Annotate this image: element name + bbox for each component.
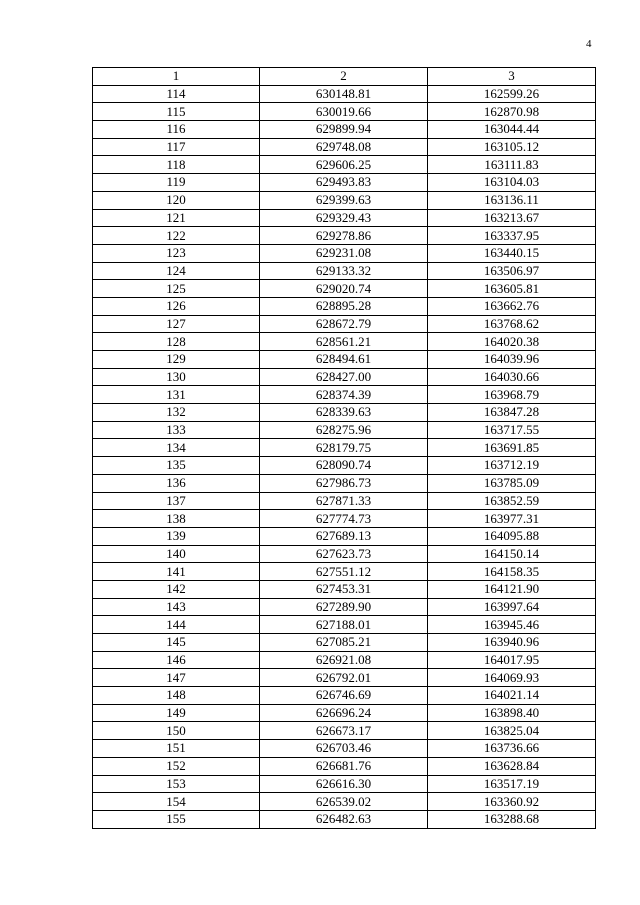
page-number: 4 — [586, 38, 592, 50]
x-coordinate-cell: 628090.74 — [260, 457, 428, 475]
coordinates-table — [92, 67, 596, 829]
point-number-cell: 138 — [93, 510, 260, 528]
point-number-cell: 139 — [93, 527, 260, 545]
table-row — [93, 103, 596, 121]
point-number-cell: 120 — [93, 191, 260, 209]
point-number-cell: 123 — [93, 244, 260, 262]
point-number-cell: 129 — [93, 351, 260, 369]
table-row — [93, 704, 596, 722]
y-coordinate-cell: 163662.76 — [428, 297, 596, 315]
x-coordinate-cell: 628561.21 — [260, 333, 428, 351]
x-coordinate-cell: 627871.33 — [260, 492, 428, 510]
x-coordinate-cell: 628275.96 — [260, 421, 428, 439]
y-coordinate-cell: 163136.11 — [428, 191, 596, 209]
table-row — [93, 722, 596, 740]
x-coordinate-cell: 629133.32 — [260, 262, 428, 280]
y-coordinate-cell: 164069.93 — [428, 669, 596, 687]
x-coordinate-cell: 628339.63 — [260, 404, 428, 422]
point-number-cell: 122 — [93, 227, 260, 245]
table-row — [93, 368, 596, 386]
y-coordinate-cell: 163997.64 — [428, 598, 596, 616]
table-row — [93, 439, 596, 457]
table-row — [93, 563, 596, 581]
y-coordinate-cell: 163712.19 — [428, 457, 596, 475]
point-number-cell: 124 — [93, 262, 260, 280]
y-coordinate-cell: 164021.14 — [428, 687, 596, 705]
table-row — [93, 280, 596, 298]
x-coordinate-cell: 627986.73 — [260, 474, 428, 492]
table-row — [93, 156, 596, 174]
point-number-cell: 131 — [93, 386, 260, 404]
point-number-cell: 140 — [93, 545, 260, 563]
x-coordinate-cell: 629748.08 — [260, 138, 428, 156]
table-row — [93, 404, 596, 422]
y-coordinate-cell: 163898.40 — [428, 704, 596, 722]
y-coordinate-cell: 163337.95 — [428, 227, 596, 245]
y-coordinate-cell: 164150.14 — [428, 545, 596, 563]
table-row — [93, 244, 596, 262]
point-number-cell: 127 — [93, 315, 260, 333]
point-number-cell: 145 — [93, 634, 260, 652]
table-row — [93, 740, 596, 758]
column-header: 2 — [260, 68, 428, 86]
table-row — [93, 757, 596, 775]
point-number-cell: 119 — [93, 174, 260, 192]
table-row — [93, 209, 596, 227]
x-coordinate-cell: 629899.94 — [260, 121, 428, 139]
table-row — [93, 191, 596, 209]
table-row — [93, 333, 596, 351]
x-coordinate-cell: 628427.00 — [260, 368, 428, 386]
x-coordinate-cell: 629329.43 — [260, 209, 428, 227]
y-coordinate-cell: 164095.88 — [428, 527, 596, 545]
x-coordinate-cell: 628895.28 — [260, 297, 428, 315]
x-coordinate-cell: 628374.39 — [260, 386, 428, 404]
table-row — [93, 510, 596, 528]
table-row — [93, 174, 596, 192]
x-coordinate-cell: 627289.90 — [260, 598, 428, 616]
x-coordinate-cell: 626703.46 — [260, 740, 428, 758]
table-row — [93, 687, 596, 705]
table-row — [93, 421, 596, 439]
point-number-cell: 125 — [93, 280, 260, 298]
x-coordinate-cell: 626673.17 — [260, 722, 428, 740]
point-number-cell: 117 — [93, 138, 260, 156]
table-body — [93, 85, 596, 828]
point-number-cell: 146 — [93, 651, 260, 669]
y-coordinate-cell: 163044.44 — [428, 121, 596, 139]
table-row — [93, 793, 596, 811]
point-number-cell: 115 — [93, 103, 260, 121]
y-coordinate-cell: 163847.28 — [428, 404, 596, 422]
x-coordinate-cell: 627623.73 — [260, 545, 428, 563]
y-coordinate-cell: 163785.09 — [428, 474, 596, 492]
table-row — [93, 492, 596, 510]
y-coordinate-cell: 163717.55 — [428, 421, 596, 439]
x-coordinate-cell: 629399.63 — [260, 191, 428, 209]
point-number-cell: 147 — [93, 669, 260, 687]
y-coordinate-cell: 163852.59 — [428, 492, 596, 510]
point-number-cell: 142 — [93, 580, 260, 598]
table-header-row — [93, 68, 596, 86]
point-number-cell: 152 — [93, 757, 260, 775]
table-row — [93, 315, 596, 333]
table-row — [93, 474, 596, 492]
point-number-cell: 141 — [93, 563, 260, 581]
table-row — [93, 669, 596, 687]
x-coordinate-cell: 626746.69 — [260, 687, 428, 705]
table-row — [93, 616, 596, 634]
point-number-cell: 137 — [93, 492, 260, 510]
x-coordinate-cell: 629278.86 — [260, 227, 428, 245]
y-coordinate-cell: 163977.31 — [428, 510, 596, 528]
point-number-cell: 144 — [93, 616, 260, 634]
y-coordinate-cell: 164158.35 — [428, 563, 596, 581]
point-number-cell: 126 — [93, 297, 260, 315]
x-coordinate-cell: 627188.01 — [260, 616, 428, 634]
point-number-cell: 133 — [93, 421, 260, 439]
y-coordinate-cell: 164020.38 — [428, 333, 596, 351]
table-row — [93, 262, 596, 280]
point-number-cell: 135 — [93, 457, 260, 475]
table-row — [93, 545, 596, 563]
point-number-cell: 155 — [93, 810, 260, 828]
x-coordinate-cell: 627689.13 — [260, 527, 428, 545]
point-number-cell: 143 — [93, 598, 260, 616]
x-coordinate-cell: 626681.76 — [260, 757, 428, 775]
x-coordinate-cell: 629606.25 — [260, 156, 428, 174]
x-coordinate-cell: 626792.01 — [260, 669, 428, 687]
table-row — [93, 121, 596, 139]
x-coordinate-cell: 627453.31 — [260, 580, 428, 598]
point-number-cell: 116 — [93, 121, 260, 139]
x-coordinate-cell: 627085.21 — [260, 634, 428, 652]
point-number-cell: 149 — [93, 704, 260, 722]
table-row — [93, 634, 596, 652]
y-coordinate-cell: 164039.96 — [428, 351, 596, 369]
table-row — [93, 297, 596, 315]
x-coordinate-cell: 630148.81 — [260, 85, 428, 103]
x-coordinate-cell: 629020.74 — [260, 280, 428, 298]
x-coordinate-cell: 627774.73 — [260, 510, 428, 528]
x-coordinate-cell: 626482.63 — [260, 810, 428, 828]
point-number-cell: 148 — [93, 687, 260, 705]
x-coordinate-cell: 626696.24 — [260, 704, 428, 722]
table-row — [93, 351, 596, 369]
table-row — [93, 580, 596, 598]
x-coordinate-cell: 626616.30 — [260, 775, 428, 793]
point-number-cell: 136 — [93, 474, 260, 492]
y-coordinate-cell: 163440.15 — [428, 244, 596, 262]
table-row — [93, 775, 596, 793]
point-number-cell: 130 — [93, 368, 260, 386]
y-coordinate-cell: 163111.83 — [428, 156, 596, 174]
y-coordinate-cell: 162599.26 — [428, 85, 596, 103]
y-coordinate-cell: 163968.79 — [428, 386, 596, 404]
y-coordinate-cell: 163288.68 — [428, 810, 596, 828]
point-number-cell: 118 — [93, 156, 260, 174]
point-number-cell: 132 — [93, 404, 260, 422]
table-row — [93, 386, 596, 404]
x-coordinate-cell: 629493.83 — [260, 174, 428, 192]
table-row — [93, 527, 596, 545]
y-coordinate-cell: 163945.46 — [428, 616, 596, 634]
point-number-cell: 151 — [93, 740, 260, 758]
y-coordinate-cell: 163736.66 — [428, 740, 596, 758]
x-coordinate-cell: 626539.02 — [260, 793, 428, 811]
point-number-cell: 114 — [93, 85, 260, 103]
y-coordinate-cell: 163105.12 — [428, 138, 596, 156]
point-number-cell: 134 — [93, 439, 260, 457]
point-number-cell: 154 — [93, 793, 260, 811]
table-row — [93, 138, 596, 156]
column-header: 3 — [428, 68, 596, 86]
point-number-cell: 150 — [93, 722, 260, 740]
y-coordinate-cell: 163628.84 — [428, 757, 596, 775]
y-coordinate-cell: 163104.03 — [428, 174, 596, 192]
x-coordinate-cell: 626921.08 — [260, 651, 428, 669]
table-row — [93, 227, 596, 245]
y-coordinate-cell: 164030.66 — [428, 368, 596, 386]
table-row — [93, 810, 596, 828]
y-coordinate-cell: 163605.81 — [428, 280, 596, 298]
y-coordinate-cell: 164121.90 — [428, 580, 596, 598]
y-coordinate-cell: 163213.67 — [428, 209, 596, 227]
x-coordinate-cell: 628672.79 — [260, 315, 428, 333]
y-coordinate-cell: 163691.85 — [428, 439, 596, 457]
y-coordinate-cell: 162870.98 — [428, 103, 596, 121]
table-row — [93, 457, 596, 475]
x-coordinate-cell: 629231.08 — [260, 244, 428, 262]
point-number-cell: 128 — [93, 333, 260, 351]
x-coordinate-cell: 628179.75 — [260, 439, 428, 457]
y-coordinate-cell: 163768.62 — [428, 315, 596, 333]
y-coordinate-cell: 163825.04 — [428, 722, 596, 740]
x-coordinate-cell: 628494.61 — [260, 351, 428, 369]
table-row — [93, 651, 596, 669]
table-row — [93, 598, 596, 616]
y-coordinate-cell: 163940.96 — [428, 634, 596, 652]
point-number-cell: 121 — [93, 209, 260, 227]
y-coordinate-cell: 163360.92 — [428, 793, 596, 811]
x-coordinate-cell: 627551.12 — [260, 563, 428, 581]
y-coordinate-cell: 164017.95 — [428, 651, 596, 669]
x-coordinate-cell: 630019.66 — [260, 103, 428, 121]
point-number-cell: 153 — [93, 775, 260, 793]
column-header: 1 — [93, 68, 260, 86]
y-coordinate-cell: 163506.97 — [428, 262, 596, 280]
y-coordinate-cell: 163517.19 — [428, 775, 596, 793]
table-row — [93, 85, 596, 103]
